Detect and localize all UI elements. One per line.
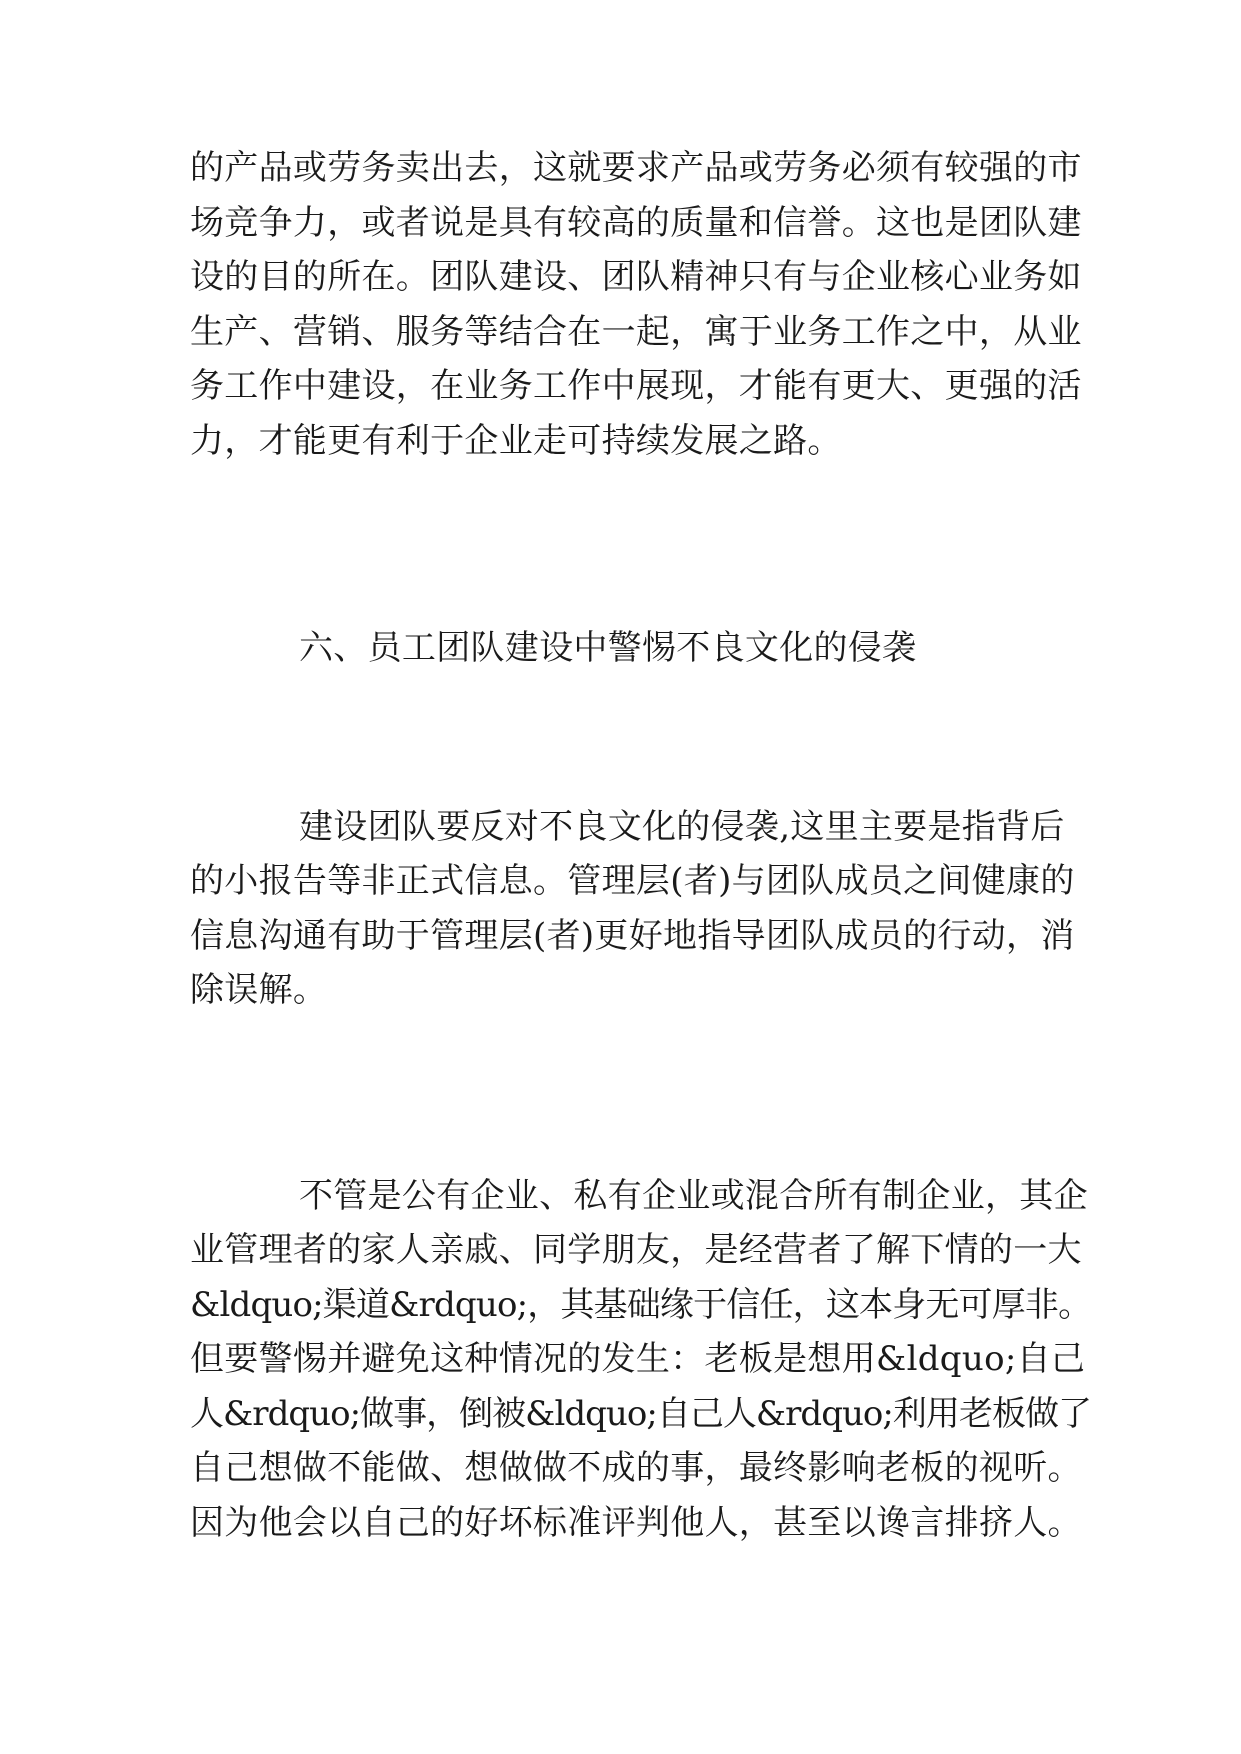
paragraph-line: 不管是公有企业、私有企业或混合所有制企业，其企 xyxy=(299,1176,1088,1216)
paragraph-line: 设的目的所在。团队建设、团队精神只有与企业核心业务如 xyxy=(190,257,1082,297)
paragraph-line: 务工作中建设，在业务工作中展现，才能有更大、更强的活 xyxy=(190,366,1082,406)
paragraph-line: 人&rdquo;做事，倒被&ldquo;自己人&rdquo;利用老板做了 xyxy=(190,1394,1092,1434)
paragraph-line: 业管理者的家人亲戚、同学朋友，是经营者了解下情的一大 xyxy=(190,1230,1082,1270)
paragraph-line: 的产品或劳务卖出去，这就要求产品或劳务必须有较强的市 xyxy=(190,148,1082,188)
paragraph-line: 因为他会以自己的好坏标准评判他人，甚至以谗言排挤人。 xyxy=(190,1503,1082,1543)
paragraph-line: 的小报告等非正式信息。管理层(者)与团队成员之间健康的 xyxy=(190,861,1075,901)
paragraph-line: 除误解。 xyxy=(190,970,328,1010)
paragraph-line: 信息沟通有助于管理层(者)更好地指导团队成员的行动，消 xyxy=(190,916,1075,956)
paragraph-line: 建设团队要反对不良文化的侵袭,这里主要是指背后 xyxy=(299,807,1065,847)
paragraph-line: 自己想做不能做、想做做不成的事，最终影响老板的视听。 xyxy=(190,1448,1082,1488)
paragraph-line: 场竞争力，或者说是具有较高的质量和信誉。这也是团队建 xyxy=(190,203,1082,243)
section-heading: 六、员工团队建设中警惕不良文化的侵袭 xyxy=(299,628,917,668)
paragraph-line: 但要警惕并避免这种情况的发生：老板是想用&ldquo;自己 xyxy=(190,1339,1086,1379)
paragraph-line: 力，才能更有利于企业走可持续发展之路。 xyxy=(190,421,842,461)
paragraph-line: &ldquo;渠道&rdquo;，其基础缘于信任，这本身无可厚非。 xyxy=(190,1285,1092,1325)
paragraph-line: 生产、营销、服务等结合在一起，寓于业务工作之中，从业 xyxy=(190,312,1082,352)
